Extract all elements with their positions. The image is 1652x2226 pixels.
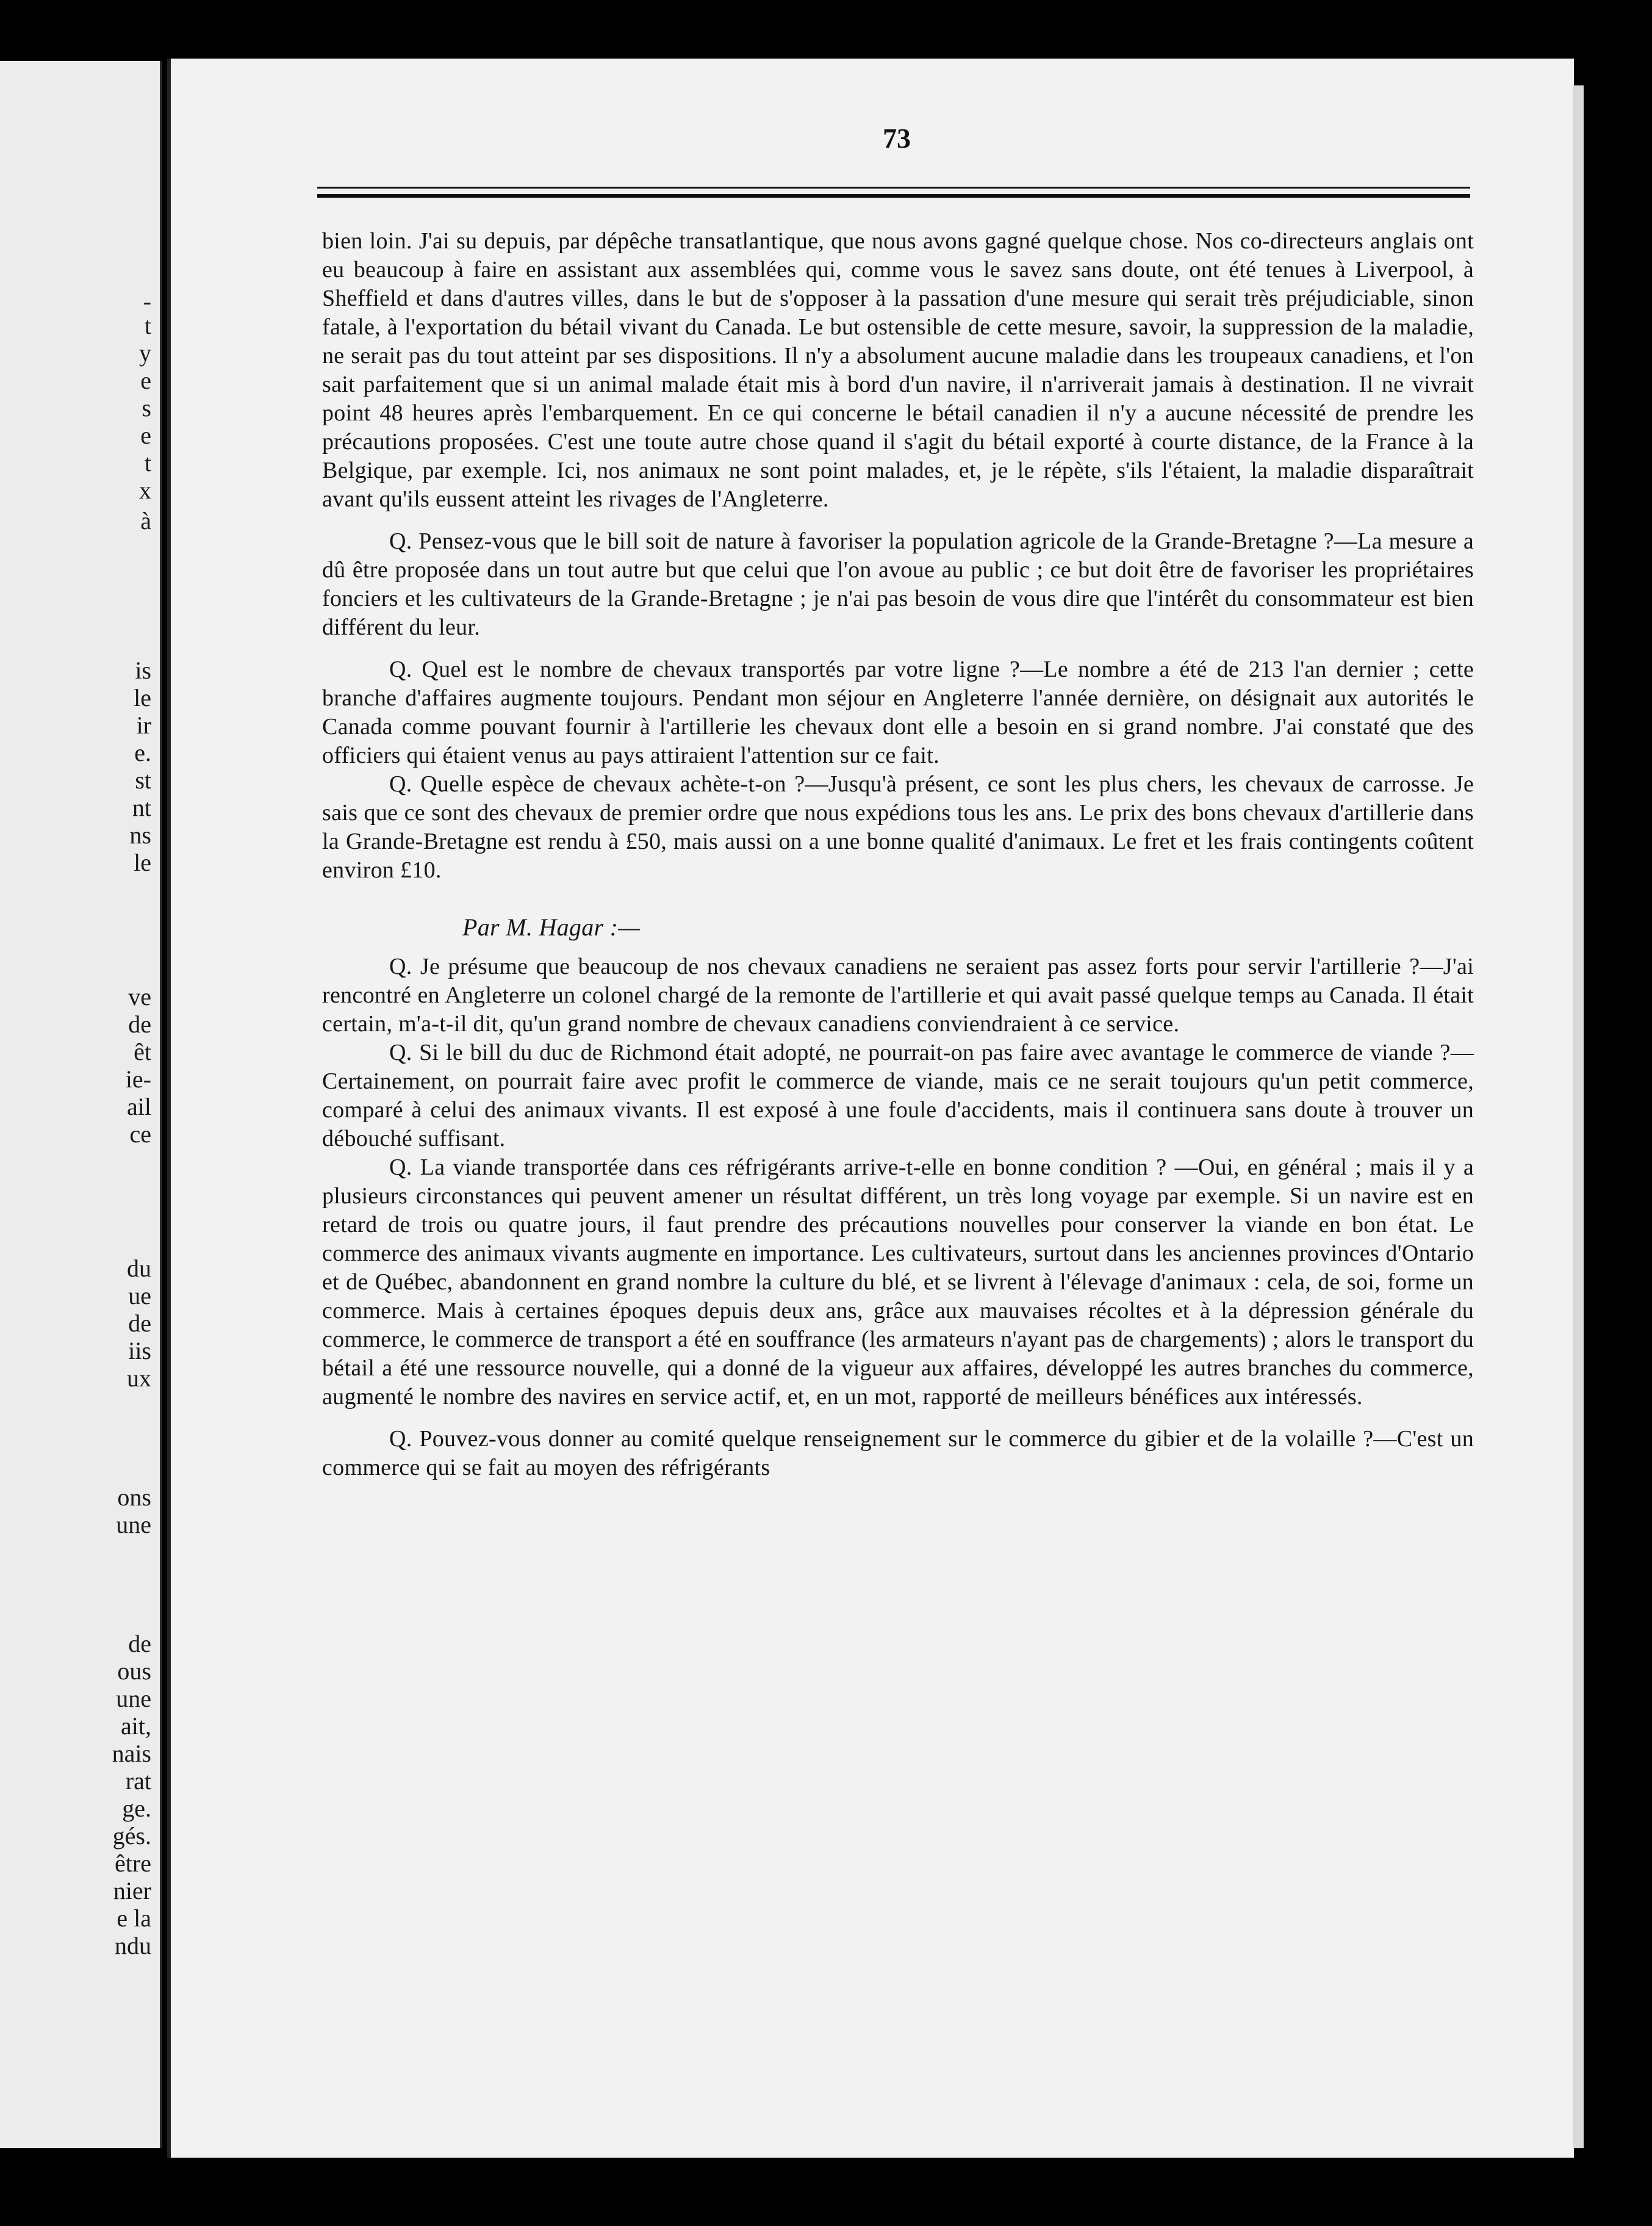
- paragraph-4: Q. Quelle espèce de chevaux achète-t-on ?—Jusqu'à présent, ce sont les plus chers, les chevaux de carrosse. Je sais que ce sont des chevaux de premier ordre que nous expédions tous les ans. Le prix des bons chevaux d'artillerie dans la Grande-Bretagne est rendu à £50, mais aussi on a une bonne qualité d'animaux. Le fret et les frais contingents coûtent environ £10.: [322, 771, 1474, 883]
- left-page-fragment: ail: [127, 1093, 151, 1120]
- left-page-fragment: êt: [134, 1038, 151, 1065]
- left-page-fragment: e: [140, 422, 151, 449]
- paragraph-6: Q. Si le bill du duc de Richmond était adopté, ne pourrait-on pas faire avec avantage le commerce de viande ?—Certainement, on pourrait faire avec profit le commerce de viande, mais ce ne serait toujours qu'un petit commerce, comparé à celui des animaux vivants. Il est exposé à une foule d'accidents, mais il continuera sans doute à trouver un débouché suffisant.: [322, 1040, 1474, 1151]
- left-page-fragment: une: [116, 1685, 151, 1712]
- left-page-fragment: ns: [129, 821, 151, 849]
- left-page-fragment: une: [116, 1511, 151, 1538]
- left-page-fragment: de: [128, 1630, 151, 1657]
- left-page-fragment: y: [139, 339, 151, 367]
- left-page-fragment: ge.: [122, 1795, 151, 1822]
- left-page-fragment: à: [140, 507, 151, 535]
- left-page-fragment: e la: [117, 1904, 151, 1932]
- paragraph-7: Q. La viande transportée dans ces réfrigérants arrive-t-elle en bonne condition ? —Oui, en général ; mais il y a plusieurs circonstances qui peuvent amener un résultat différent, un très long voyage par exemple. Si un navire est en retard de trois ou quatre jours, il faut prendre des précautions nouvelles pour conserver la viande en bon état. Le commerce des animaux vivants augmente en importance. Les cultivateurs, surtout dans les anciennes provinces d'Ontario et de Québec, abandonnent en grand nombre la culture du blé, et se livrent à l'élevage d'animaux : cela, de soi, forme un commerce. Mais à certaines époques depuis deux ans, grâce aux mauvaises récoltes et à la dépression générale du commerce, le commerce de transport a été en souffrance (les armateurs n'ayant pas de chargements) ; alors le transport du bétail a été une ressource nouvelle, qui a donné de la vigueur aux affaires, développé les autres branches du commerce, augmenté le nombre des navires en service actif, et, en un mot, rapporté de meilleurs bénéfices aux intéressés.: [322, 1154, 1474, 1410]
- left-page-fragment: ie-: [125, 1065, 151, 1093]
- left-page-fragment: rat: [125, 1767, 151, 1795]
- left-page-fragment: ons: [117, 1483, 151, 1511]
- left-page-fragment: être: [115, 1850, 151, 1877]
- left-page-fragment: nais: [112, 1740, 151, 1767]
- paragraph-3: Q. Quel est le nombre de chevaux transportés par votre ligne ?—Le nombre a été de 213 l'an dernier ; cette branche d'affaires augmente toujours. Pendant mon séjour en Angleterre l'année dernière, on désignait aux autorités le Canada comme pouvant fournir à l'artillerie les chevaux dont elle a besoin en si grand nombre. J'ai constaté que des officiers qui étaient venus au pays attiraient l'attention sur ce fait.: [322, 657, 1474, 768]
- left-page-fragment: nt: [132, 794, 151, 821]
- left-page-fragment: ve: [128, 983, 151, 1010]
- paragraph-5: Q. Je présume que beaucoup de nos chevaux canadiens ne seraient pas assez forts pour servir l'artillerie ?—J'ai rencontré en Angleterre un colonel chargé de la remonte de l'artillerie et qui avait passé quelque temps au Canada. Il était certain, m'a-t-il dit, qu'un grand nombre de chevaux canadiens conviendraient à ce service.: [322, 954, 1474, 1037]
- left-page-fragment: ir: [136, 711, 151, 739]
- left-page-fragment: de: [128, 1309, 151, 1337]
- paragraph-8: Q. Pouvez-vous donner au comité quelque renseignement sur le commerce du gibier et de la volaille ?—C'est un commerce qui se fait au moyen des réfrigérants: [322, 1426, 1474, 1480]
- left-page-fragment: du: [127, 1255, 151, 1282]
- paragraph-1: bien loin. J'ai su depuis, par dépêche transatlantique, que nous avons gagné quelque chose. Nos co-directeurs anglais ont eu beaucoup à faire en assistant aux assemblées qui, comme vous le savez sans doute, ont été tenues à Liverpool, à Sheffield et dans d'autres villes, dans le but de s'opposer à la passation d'une mesure qui serait très préjudiciable, sinon fatale, à l'exportation du bétail vivant du Canada. Le but ostensible de cette mesure, savoir, la suppression de la maladie, ne serait pas du tout atteint par ses dispositions. Il n'y a absolument aucune maladie dans les troupeaux canadiens, et l'on sait parfaitement que si un animal malade était mis à bord d'un navire, il n'arriverait jamais à destination. Il ne vivrait point 48 heures après l'embarquement. En ce qui concerne le bétail canadien il n'y a aucune nécessité de prendre les précautions proposées. C'est une toute autre chose quand il s'agit du bétail exporté à courte distance, de la France à la Belgique, par exemple. Ici, nos animaux ne sont point malades, et, je le répète, s'ils l'étaient, la maladie disparaîtrait avant qu'ils eussent atteint les rivages de l'Angleterre.: [322, 228, 1474, 512]
- left-page-fragment: ce: [129, 1120, 151, 1148]
- left-page-fragment: -: [143, 287, 151, 315]
- header-rule-thick: [317, 194, 1470, 198]
- left-page-fragment: t: [144, 312, 151, 339]
- left-page-fragment: ait,: [121, 1712, 151, 1740]
- header-rule-thin: [317, 187, 1470, 189]
- page-edge: [1573, 85, 1584, 2148]
- paragraph-2: Q. Pensez-vous que le bill soit de nature à favoriser la population agricole de la Grande-Bretagne ?—La mesure a dû être proposée dans un tout autre but que celui que l'on avoue au public ; ce but doit être de favoriser les propriétaires fonciers et les cultivateurs de la Grande-Bretagne ; je n'ai pas besoin de vous dire que l'intérêt du consommateur est bien différent du leur.: [322, 528, 1474, 640]
- left-page-fragment: de: [128, 1010, 151, 1038]
- left-page-fragment: gés.: [112, 1822, 151, 1850]
- speaker-heading: Par M. Hagar :—: [462, 913, 641, 941]
- page-number: 73: [883, 123, 911, 154]
- left-page-fragment: le: [134, 684, 151, 711]
- left-page-fragment: is: [135, 657, 151, 684]
- left-page-fragment: e: [140, 367, 151, 394]
- left-page-fragment: e.: [134, 739, 151, 766]
- left-page-fragment: ux: [127, 1364, 151, 1392]
- left-page: [0, 61, 162, 2148]
- left-page-fragment: ue: [128, 1282, 151, 1309]
- body-text: [322, 227, 1474, 1482]
- left-page-fragment: le: [134, 849, 151, 876]
- left-page-fragment: ous: [117, 1657, 151, 1685]
- left-page-fragment: st: [135, 766, 151, 794]
- left-page-fragment: ndu: [115, 1932, 151, 1959]
- left-page-fragment: t: [144, 449, 151, 477]
- left-page-fragment: iis: [128, 1337, 151, 1364]
- left-page-fragment: x: [139, 477, 151, 504]
- left-page-fragment: nier: [113, 1877, 151, 1904]
- left-page-fragment: s: [142, 394, 151, 422]
